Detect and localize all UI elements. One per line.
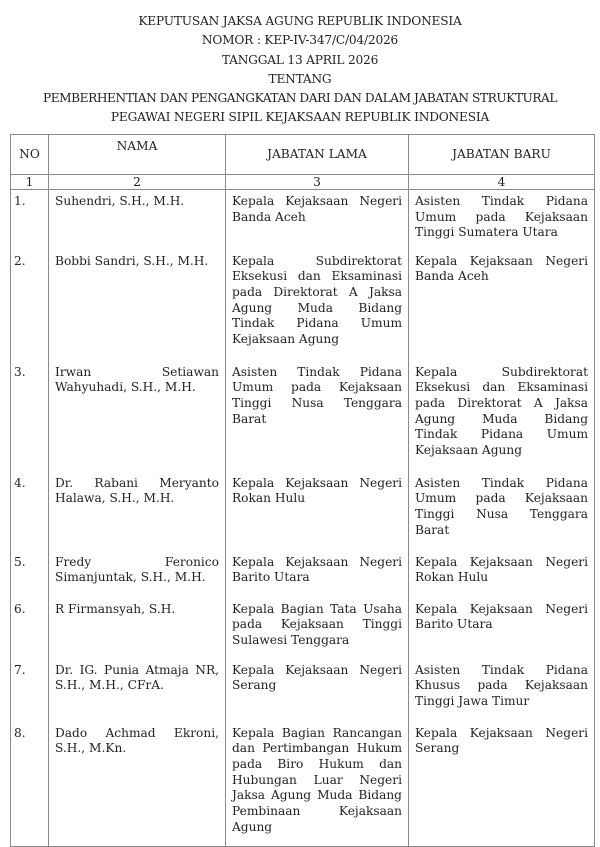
previous-position: Kepala Bagian Tata Usaha pada Kejaksaan Tinggi Sulawesi Tenggara (232, 601, 402, 647)
new-position: Asisten Tindak Pidana Umum pada Kejaksaan Tinggi Sumatera Utara (415, 194, 588, 240)
new-position: Kepala Kejaksaan Negeri Barito Utara (415, 601, 588, 632)
new-position: Kepala Kejaksaan Negeri Rokan Hulu (415, 554, 588, 585)
column-number-1: 1 (11, 175, 49, 190)
new-position: Kepala Kejaksaan Negeri Serang (415, 725, 588, 756)
table-row (11, 722, 595, 847)
employee-name: Suhendri, S.H., M.H. (55, 194, 185, 208)
previous-position: Kepala Kejaksaan Negeri Banda Aceh (232, 194, 402, 224)
column-number-3: 3 (226, 175, 409, 190)
table-row (11, 361, 595, 472)
table-row (11, 472, 595, 551)
document-about-label: TENTANG (268, 71, 332, 86)
row-number: 8. (14, 725, 26, 740)
appointment-table (10, 134, 595, 847)
row-number: 5. (14, 554, 26, 569)
employee-name: Dado Achmad Ekroni, S.H., M.Kn. (55, 725, 219, 756)
new-position: Kepala Kejaksaan Negeri Banda Aceh (415, 253, 588, 284)
column-number-row (11, 175, 595, 190)
column-number-2: 2 (49, 175, 226, 190)
row-number: 1. (14, 194, 26, 208)
new-position: Asisten Tindak Pidana Umum pada Kejaksaan Tinggi Nusa Tenggara Barat (415, 475, 588, 537)
document-number: NOMOR : KEP-IV-347/C/04/2026 (201, 33, 399, 48)
employee-name: R Firmansyah, S.H. (55, 601, 176, 616)
new-position: Kepala Subdirektorat Eksekusi dan Eksaminasi pada Direktorat A Jaksa Agung Muda Bidang Tindak Pidana Umum Kejaksaan Agung (415, 364, 588, 458)
table-row (11, 190, 595, 250)
employee-name: Bobbi Sandri, S.H., M.H. (55, 253, 209, 268)
document-subject-line-1: PEMBERHENTIAN DAN PENGANGKATAN DARI DAN DALAM JABATAN STRUKTURAL (42, 91, 558, 106)
previous-position: Asisten Tindak Pidana Umum pada Kejaksaan Tinggi Nusa Tenggara Barat (232, 364, 402, 426)
previous-position: Kepala Subdirektorat Eksekusi dan Eksaminasi pada Direktorat A Jaksa Agung Muda Bidang Tindak Pidana Umum Kejaksaan Agung (232, 253, 402, 347)
employee-name: Irwan Setiawan Wahyuhadi, S.H., M.H. (55, 364, 219, 395)
document-title: KEPUTUSAN JAKSA AGUNG REPUBLIK INDONESIA (138, 14, 462, 28)
previous-position: Kepala Kejaksaan Negeri Serang (232, 662, 402, 693)
employee-name: Fredy Feronico Simanjuntak, S.H., M.H. (55, 554, 219, 585)
column-number-4: 4 (409, 175, 595, 190)
column-header-nama: NAMA (49, 135, 226, 175)
employee-name: Dr. IG. Punia Atmaja NR, S.H., M.H., CFrA. (55, 662, 219, 693)
table-header-row (11, 135, 595, 175)
table-row (11, 659, 595, 722)
table-row (11, 250, 595, 361)
column-header-no: NO (11, 135, 49, 175)
employee-name: Dr. Rabani Meryanto Halawa, S.H., M.H. (55, 475, 219, 506)
row-number: 4. (14, 475, 26, 490)
row-number: 6. (14, 601, 26, 616)
row-number: 2. (14, 253, 26, 268)
table-row (11, 598, 595, 659)
row-number: 7. (14, 662, 26, 677)
previous-position: Kepala Kejaksaan Negeri Barito Utara (232, 554, 402, 585)
document-subject-line-2: PEGAWAI NEGERI SIPIL KEJAKSAAN REPUBLIK INDONESIA (110, 110, 490, 125)
document-date: TANGGAL 13 APRIL 2026 (221, 52, 379, 67)
new-position: Asisten Tindak Pidana Khusus pada Kejaksaan Tinggi Jawa Timur (415, 662, 588, 708)
document-header (0, 12, 600, 128)
table-row (11, 551, 595, 598)
previous-position: Kepala Bagian Rancangan dan Pertimbangan Hukum pada Biro Hukum dan Hubungan Luar Negeri Jaksa Agung Muda Bidang Pembinaan Kejaksaan Agung (232, 725, 402, 834)
column-header-jabatan-baru: JABATAN BARU (409, 135, 595, 175)
row-number: 3. (14, 364, 26, 379)
previous-position: Kepala Kejaksaan Negeri Rokan Hulu (232, 475, 402, 506)
column-header-jabatan-lama: JABATAN LAMA (226, 135, 409, 175)
